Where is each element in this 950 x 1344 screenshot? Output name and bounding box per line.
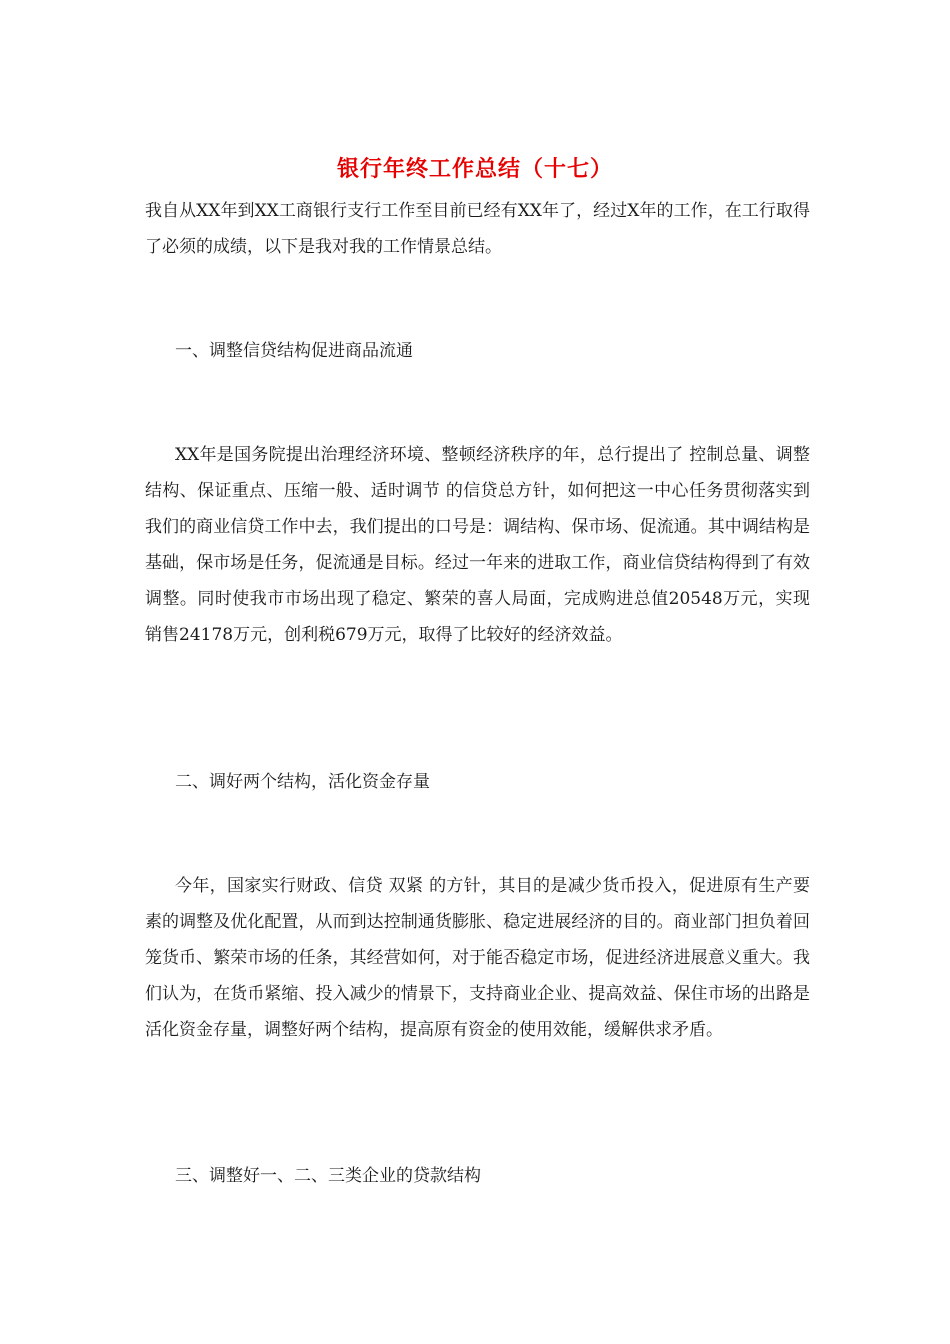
section-1-body: XX年是国务院提出治理经济环境、整顿经济秩序的年，总行提出了 控制总量、调整结构、保证重点、压缩一般、适时调节 的信贷总方针，如何把这一中心任务贯彻落实到我们的商业信贷工作中去，我们提出的口号是：调结构、保市场、促流通。其中调结构是基础，保市场是任务，促流通是目标。经过一年来的进取工作，商业信贷结构得到了有效调整。同时使我市市场出现了稳定、繁荣的喜人局面，完成购进总值20548万元，实现销售24178万元，创利税679万元，取得了比较好的经济效益。 xyxy=(145,445,810,645)
section-3-heading: 三、调整好一、二、三类企业的贷款结构 xyxy=(175,1166,481,1186)
section-2-body: 今年，国家实行财政、信贷 双紧 的方针，其目的是减少货币投入，促进原有生产要素的调整及优化配置，从而到达控制通货膨胀、稳定进展经济的目的。商业部门担负着回笼货币、繁荣市场的任条，其经营如何，对于能否稳定市场，促进经济进展意义重大。我们认为，在货币紧缩、投入减少的情景下，支持商业企业、提高效益、保住市场的出路是活化资金存量，调整好两个结构，提高原有资金的使用效能，缓解供求矛盾。 xyxy=(145,876,810,1040)
section-2-heading: 二、调好两个结构，活化资金存量 xyxy=(175,772,430,792)
intro-paragraph: 我自从XX年到XX工商银行支行工作至目前已经有XX年了，经过X年的工作，在工行取得了必须的成绩，以下是我对我的工作情景总结。 xyxy=(145,201,810,257)
section-1-heading: 一、调整信贷结构促进商品流通 xyxy=(175,341,413,361)
document-title: 银行年终工作总结（十七） xyxy=(336,156,613,182)
